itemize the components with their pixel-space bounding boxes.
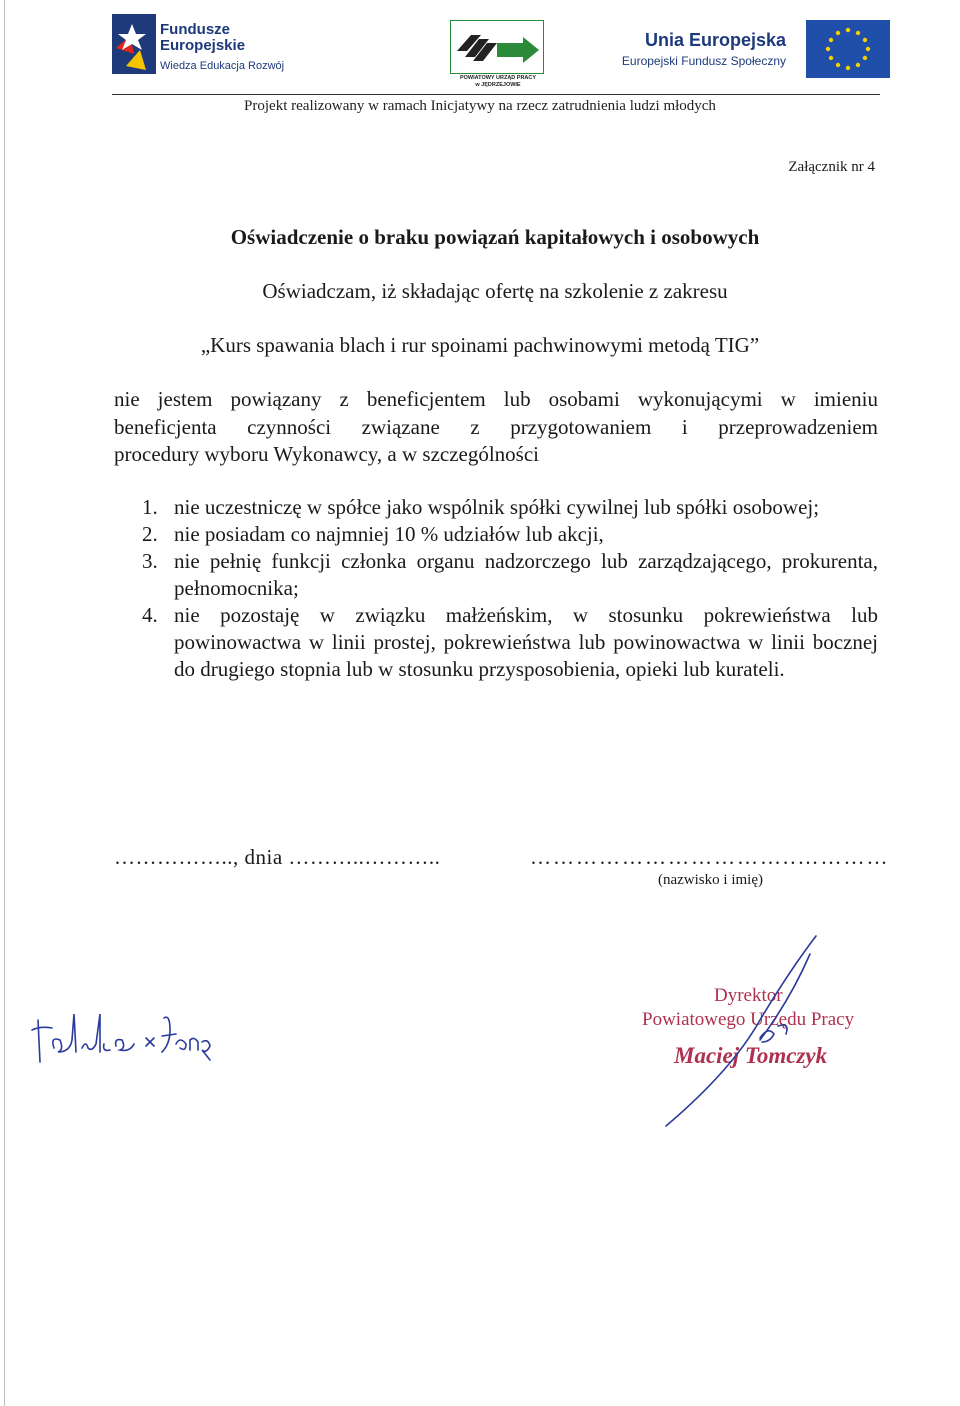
stamp-line-title: Dyrektor xyxy=(714,985,783,1006)
pup-logo xyxy=(450,20,546,92)
signature-field: ……………………………..………… xyxy=(530,845,890,869)
list-item-number: 2. xyxy=(142,522,158,546)
fe-logo-name: Fundusze Europejskie xyxy=(160,21,246,54)
fe-logo-tagline: Wiedza Edukacja Rozwój xyxy=(160,60,285,72)
list-item-text: nie posiadam co najmniej 10 % udziałów lub akcji, xyxy=(174,522,604,546)
fundusze-europejskie-logo xyxy=(112,14,292,76)
page-edge xyxy=(4,0,5,1406)
paragraph-line: nie jestem powiązany z beneficjentem lub osobami wykonującymi w imieniu xyxy=(114,387,878,411)
list-item-text: nie pełnię funkcji członka organu nadzorczego lub zarządzającego, prokurenta, pełnomocnika; xyxy=(174,549,878,600)
list-item xyxy=(142,602,878,683)
ue-logo-title: Unia Europejska xyxy=(644,30,786,50)
pup-logo-text: POWIATOWY URZĄD PRACY w JĘDRZEJOWIE xyxy=(459,75,537,88)
declaration-paragraph xyxy=(114,386,878,469)
fe-star-icon xyxy=(112,14,156,74)
name-label: (nazwisko i imię) xyxy=(658,872,763,888)
eu-flag-icon xyxy=(806,20,890,78)
course-name: „Kurs spawania blach i rur spoinami pachwinowymi metodą TIG” xyxy=(200,333,760,357)
ue-logo-subtitle: Europejski Fundusz Społeczny xyxy=(621,54,786,68)
paragraph-line: beneficjenta czynności związane z przygotowaniem i przeprowadzeniem xyxy=(114,414,878,439)
paragraph-line: procedury wyboru Wykonawcy, a w szczególności xyxy=(114,442,540,466)
pup-arrow-icon xyxy=(451,21,543,73)
list-item xyxy=(142,494,878,521)
handwritten-note-signature xyxy=(30,1000,230,1070)
list-item-text: nie pozostaję w związku małżeńskim, w stosunku pokrewieństwa lub powinowactwa w linii prostej, pokrewieństwa lub powinowactwa w linii bocznej do drugiego stopnia lub w stosunku przysposobienia, opieki lub kurateli. xyxy=(174,603,878,681)
director-signature xyxy=(640,930,840,1130)
place-date-field: …………….., dnia ………..……….. xyxy=(114,845,441,869)
document-title: Oświadczenie o braku powiązań kapitałowych i osobowych xyxy=(230,225,760,249)
statement-line: Oświadczam, iż składając ofertę na szkolenie z zakresu xyxy=(262,279,728,303)
list-item xyxy=(142,521,878,548)
stamp-line-office: Powiatowego Urzędu Pracy xyxy=(642,1009,855,1030)
list-item-text: nie uczestniczę w spółce jako wspólnik spółki cywilnej lub spółki osobowej; xyxy=(174,495,820,519)
pup-logo-box xyxy=(450,20,544,74)
project-line: Projekt realizowany w ramach Inicjatywy na rzecz zatrudnienia ludzi młodych xyxy=(244,98,716,114)
unia-europejska-logo xyxy=(600,20,890,80)
header-divider xyxy=(112,94,880,95)
declaration-list xyxy=(142,494,878,683)
stamp-line-name: Maciej Tomczyk xyxy=(674,1043,828,1068)
list-item xyxy=(142,548,878,602)
list-item-number: 1. xyxy=(142,495,158,519)
list-item-number: 3. xyxy=(142,549,158,573)
list-item-number: 4. xyxy=(142,603,158,627)
annex-number: Załącznik nr 4 xyxy=(788,159,875,175)
